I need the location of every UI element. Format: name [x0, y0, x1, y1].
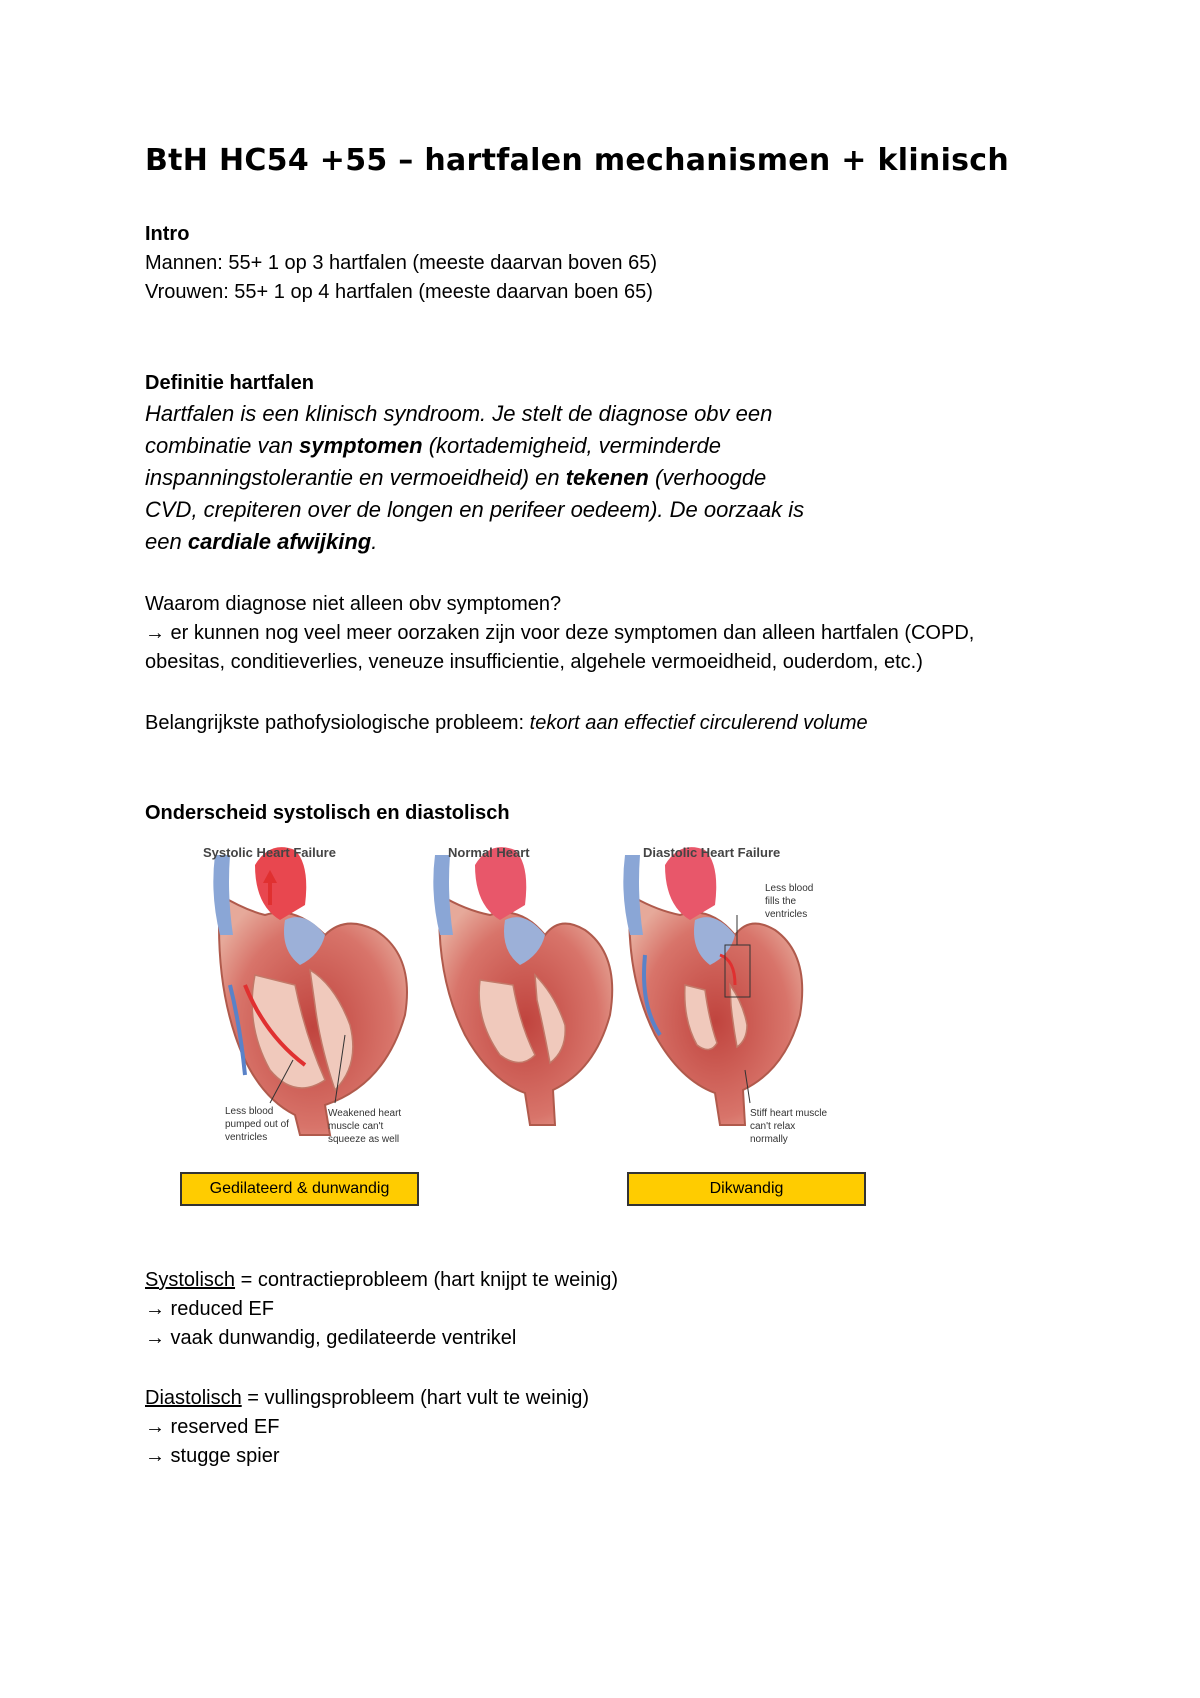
- intro-heading: Intro: [145, 223, 190, 245]
- annotation-stiff-muscle: Stiff heart muscle can't relax normally: [750, 1108, 828, 1145]
- definition-text: (verhoogde: [648, 465, 767, 490]
- diastolic-figure-title: Diastolic Heart Failure: [643, 845, 781, 860]
- main-problem-value: tekort aan effectief circulerend volume: [529, 712, 868, 734]
- why-question: Waarom diagnose niet alleen obv symptomen?: [145, 593, 562, 615]
- page-title: BtH HC54 +55 – hartfalen mechanismen + klinisch: [145, 143, 1010, 178]
- heart-failure-figure: [175, 835, 875, 1215]
- normal-heart-drawing: [433, 847, 612, 1125]
- systolic-definition: [145, 1266, 618, 1295]
- systolic-heart-drawing: [213, 847, 407, 1135]
- definition-text: .: [371, 529, 378, 554]
- diastolic-point-2: → stugge spier: [145, 1445, 280, 1467]
- definition-line-5: [145, 526, 905, 558]
- intro-women: Vrouwen: 55+ 1 op 4 hartfalen (meeste daarvan boen 65): [145, 281, 653, 303]
- definition-heading: Definitie hartfalen: [145, 372, 314, 394]
- distinction-heading: Onderscheid systolisch en diastolisch: [145, 802, 510, 824]
- systolic-def-text: = contractieprobleem (hart knijpt te weinig): [235, 1269, 618, 1291]
- diastolic-definition: [145, 1384, 589, 1413]
- definition-line-1: Hartfalen is een klinisch syndroom. Je stelt de diagnose obv een: [145, 401, 773, 426]
- why-answer-line-1: → er kunnen nog veel meer oorzaken zijn voor deze symptomen dan alleen hartfalen (COPD,: [145, 622, 975, 644]
- diastolic-point-1: → reserved EF: [145, 1416, 280, 1438]
- definition-line-2: [145, 430, 905, 462]
- why-answer-line-2: obesitas, conditieverlies, veneuze insufficientie, algehele vermoeidheid, ouderdom, etc.): [145, 651, 923, 673]
- annotation-less-blood-fills: Less blood fills the ventricles: [765, 883, 814, 920]
- definition-paragraph: [145, 398, 905, 558]
- definition-line-3: [145, 462, 905, 494]
- definition-text: combinatie van: [145, 433, 300, 458]
- systolic-point-1: → reduced EF: [145, 1298, 274, 1320]
- cardiac-cause-term: cardiale afwijking: [187, 529, 372, 554]
- dilated-thin-wall-box: Gedilateerd & dunwandig: [180, 1172, 419, 1206]
- systolic-term: Systolisch: [145, 1269, 236, 1291]
- definition-text: een: [145, 529, 188, 554]
- diastolic-term: Diastolisch: [145, 1387, 242, 1409]
- normal-figure-title: Normal Heart: [448, 845, 530, 860]
- signs-term: tekenen: [565, 465, 649, 490]
- thick-wall-box: Dikwandig: [627, 1172, 866, 1206]
- systolic-figure-title: Systolic Heart Failure: [203, 845, 336, 860]
- main-problem-label: Belangrijkste pathofysiologische probleem:: [145, 712, 530, 734]
- annotation-less-blood-pumped: Less blood pumped out of ventricles: [225, 1106, 289, 1143]
- definition-line-4: CVD, crepiteren over de longen en perifeer oedeem). De oorzaak is: [145, 497, 805, 522]
- symptoms-term: symptomen: [299, 433, 423, 458]
- definition-text: inspanningstolerantie en vermoeidheid) en: [145, 465, 566, 490]
- main-problem: [145, 709, 868, 738]
- systolic-point-2: → vaak dunwandig, gedilateerde ventrikel: [145, 1327, 517, 1349]
- diastolic-def-text: = vullingsprobleem (hart vult te weinig): [241, 1387, 590, 1409]
- intro-men: Mannen: 55+ 1 op 3 hartfalen (meeste daarvan boven 65): [145, 252, 658, 274]
- annotation-weakened-muscle: Weakened heart muscle can't squeeze as well: [328, 1108, 402, 1145]
- definition-text: (kortademigheid, verminderde: [422, 433, 721, 458]
